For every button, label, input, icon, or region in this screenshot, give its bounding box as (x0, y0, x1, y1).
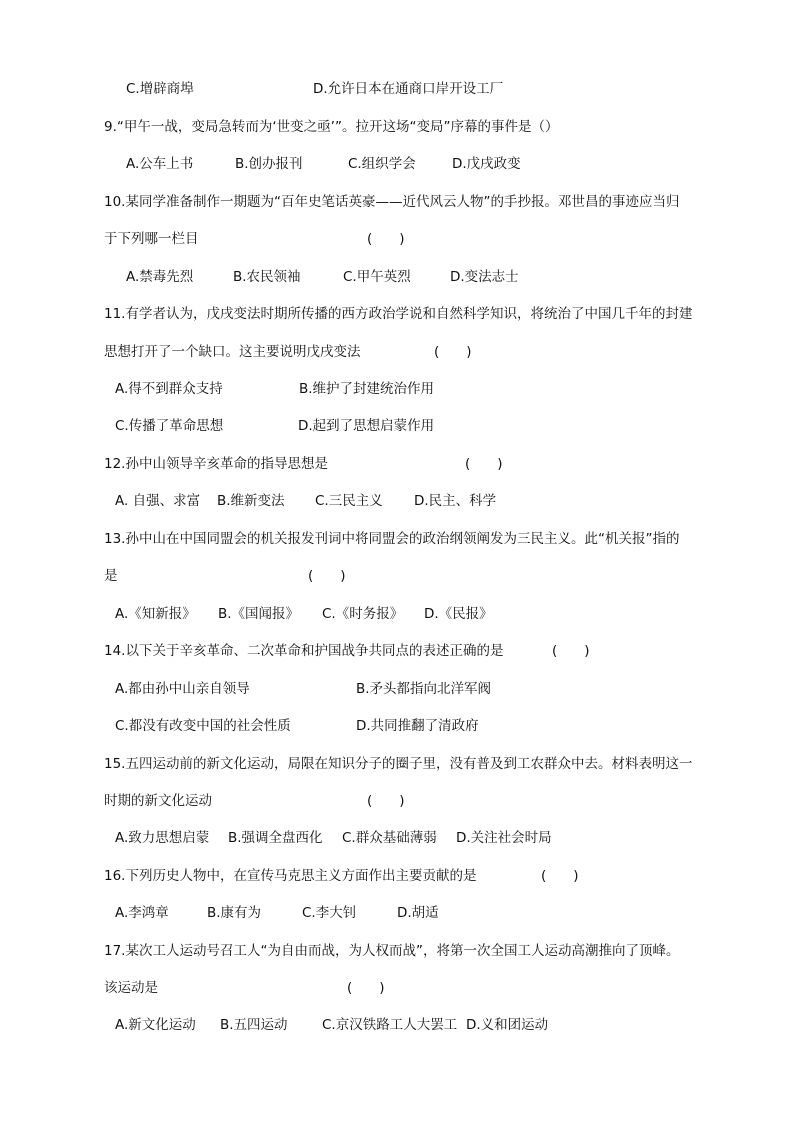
q11-stem-line1: 11.有学者认为，戊戌变法时期所传播的西方政治学说和自然科学知识，将统治了中国几千年的封建 (104, 306, 693, 322)
q14-stem: 14.以下关于辛亥革命、二次革命和护国战争共同点的表述正确的是 (104, 643, 504, 659)
q13-answer-bracket: ( ) (308, 568, 346, 584)
q13-stem-line1: 13.孙中山在中国同盟会的机关报发刊词中将同盟会的政治纲领阐发为三民主义。此“机关报”指的 (104, 531, 680, 547)
q9-option-c: C.组织学会 (348, 156, 416, 172)
q17-answer-bracket: ( ) (347, 980, 385, 996)
q16-answer-bracket: ( ) (541, 868, 579, 884)
q16-option-d: D.胡适 (397, 905, 439, 921)
q12-stem: 12.孙中山领导辛亥革命的指导思想是 (104, 456, 328, 472)
q10-answer-bracket: ( ) (367, 231, 405, 247)
q13-stem-line2: 是 (104, 568, 118, 584)
q13-option-c: C.《时务报》 (322, 606, 404, 622)
q9-option-b: B.创办报刊 (235, 156, 303, 172)
q16-stem: 16.下列历史人物中，在宣传马克思主义方面作出主要贡献的是 (104, 868, 477, 884)
q10-option-a: A.禁毒先烈 (126, 269, 194, 285)
q12-option-b: B.维新变法 (217, 493, 285, 509)
q14-option-d: D.共同推翻了清政府 (356, 718, 479, 734)
q10-option-c: C.甲午英烈 (343, 269, 411, 285)
q11-option-b: B.维护了封建统治作用 (299, 381, 435, 397)
q11-option-c: C.传播了革命思想 (115, 418, 224, 434)
q11-stem-line2: 思想打开了一个缺口。这主要说明戊戌变法 (104, 344, 361, 360)
q15-option-c: C.群众基础薄弱 (342, 830, 437, 846)
q11-option-d: D.起到了思想启蒙作用 (298, 418, 435, 434)
q11-option-a: A.得不到群众支持 (115, 381, 223, 397)
q17-stem-line1: 17.某次工人运动号召工人“为自由而战，为人权而战”，将第一次全国工人运动高潮推向了顶峰。 (104, 943, 680, 959)
q15-option-a: A.致力思想启蒙 (115, 830, 210, 846)
q16-option-b: B.康有为 (207, 905, 262, 921)
q8-option-c: C.增辟商埠 (126, 81, 194, 97)
q16-option-a: A.李鸿章 (115, 905, 169, 921)
q13-option-b: B.《国闻报》 (218, 606, 300, 622)
q10-stem-line1: 10.某同学准备制作一期题为“百年史笔话英豪——近代风云人物”的手抄报。邓世昌的事迹应当归 (104, 194, 680, 210)
q10-option-d: D.变法志士 (450, 269, 519, 285)
q14-option-b: B.矛头都指向北洋军阀 (356, 681, 492, 697)
q10-option-b: B.农民领袖 (233, 269, 301, 285)
q17-option-b: B.五四运动 (220, 1017, 288, 1033)
q14-answer-bracket: ( ) (552, 643, 590, 659)
q15-stem-line2: 时期的新文化运动 (104, 793, 212, 809)
q17-stem-line2: 该运动是 (104, 980, 158, 996)
q13-option-d: D.《民报》 (424, 606, 493, 622)
q15-option-b: B.强调全盘西化 (228, 830, 323, 846)
q9-option-a: A.公车上书 (126, 156, 194, 172)
q14-option-a: A.都由孙中山亲自领导 (115, 681, 250, 697)
q12-option-d: D.民主、科学 (414, 493, 497, 509)
q11-answer-bracket: ( ) (434, 344, 472, 360)
q15-option-d: D.关注社会时局 (456, 830, 552, 846)
q9-stem: 9.“甲午一战，变局急转而为‘世变之亟’”。拉开这场“变局”序幕的事件是（） (104, 119, 559, 135)
q9-option-d: D.戊戌政变 (452, 156, 521, 172)
q15-stem-line1: 15.五四运动前的新文化运动，局限在知识分子的圈子里，没有普及到工农群众中去。材料表明这一 (104, 756, 693, 772)
q14-option-c: C.都没有改变中国的社会性质 (115, 718, 291, 734)
q15-answer-bracket: ( ) (367, 793, 405, 809)
q12-option-a: A. 自强、求富 (115, 493, 201, 509)
q13-option-a: A.《知新报》 (115, 606, 196, 622)
q17-option-d: D.义和团运动 (466, 1017, 549, 1033)
q17-option-c: C.京汉铁路工人大罢工 (322, 1017, 458, 1033)
q16-option-c: C.李大钊 (302, 905, 357, 921)
q17-option-a: A.新文化运动 (115, 1017, 196, 1033)
q8-option-d: D.允许日本在通商口岸开设工厂 (313, 81, 504, 97)
q12-option-c: C.三民主义 (315, 493, 383, 509)
q10-stem-line2: 于下列哪一栏目 (104, 231, 199, 247)
q12-answer-bracket: ( ) (465, 456, 503, 472)
